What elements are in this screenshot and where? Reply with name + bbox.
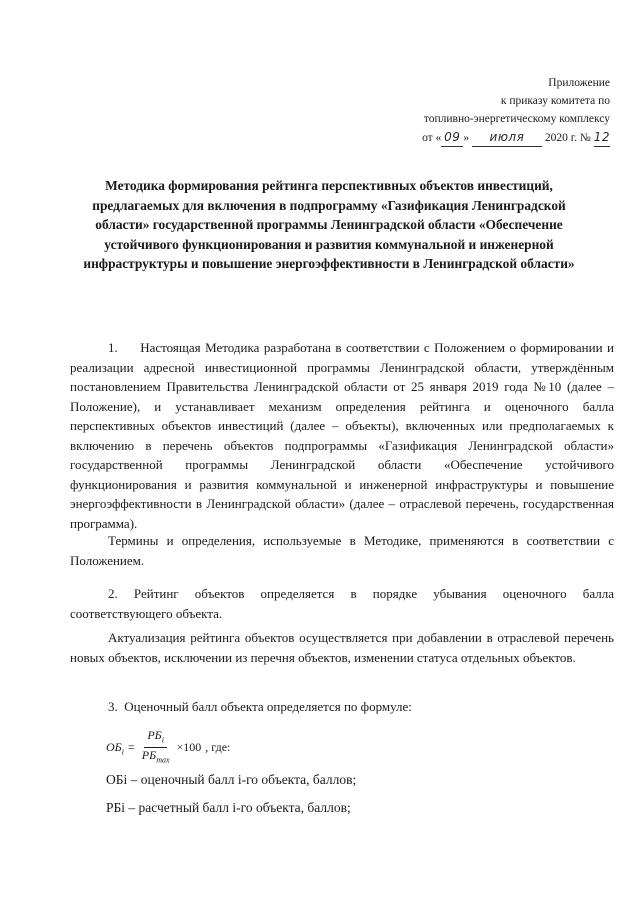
appendix-committee-line: топливно-энергетическому комплексу	[423, 113, 610, 125]
appendix-header	[310, 74, 610, 147]
appendix-order-line: к приказу комитета по	[500, 95, 610, 107]
date-year: 2020 г. №	[544, 132, 591, 144]
formula-denominator: $РБ_{max}$	[141, 748, 170, 765]
score-formula	[106, 728, 230, 768]
formula-equals: =	[127, 740, 135, 755]
paragraph-3: 3. Оценочный балл объекта определяется по формуле:	[108, 699, 412, 714]
date-prefix: от «	[422, 132, 442, 144]
definition-calculated-score: РБi – расчетный балл i-го объекта, баллов;	[106, 800, 351, 815]
handwritten-month: июля	[472, 128, 542, 147]
date-mid: »	[463, 132, 470, 144]
document-title: Методика формирования рейтинга перспективных объектов инвестиций, предлагаемых для включения в подпрограмму «Газификация Ленинградской области» государственной программы Ленинградской области «Обеспечение устойчивого функционирования и развития коммунальной и инженерной инфраструктуры и повышение энергоэффективности в Ленинградской области»	[83, 178, 575, 271]
formula-fraction	[139, 728, 173, 768]
formula-lhs: $ОБ_i$	[106, 739, 124, 757]
definition-score: ОБi – оценочный балл i-го объекта, баллов;	[106, 772, 357, 787]
paragraph-actualization: Актуализация рейтинга объектов осуществляется при добавлении в отраслевой перечень новых объектов, исключении из перечня объектов, изменении статуса отдельных объектов.	[70, 630, 614, 665]
formula-numerator: $РБ_i$	[144, 728, 167, 748]
handwritten-order-number: 12	[594, 128, 610, 147]
paragraph-2: 2. Рейтинг объектов определяется в порядке убывания оценочного балла соответствующего объекта.	[70, 586, 614, 621]
formula-multiplier: ×100	[176, 740, 202, 755]
paragraph-terms: Термины и определения, используемые в Методике, применяются в соответствии с Положением.	[70, 533, 614, 568]
appendix-date-line	[310, 128, 610, 147]
paragraph-1: 1. Настоящая Методика разработана в соответствии с Положением о формировании и реализации адресной инвестиционной программы Ленинградской области, утверждённым постановлением Правительства Ленинградской области от 25 января 2019 года №10 (далее – Положение), и устанавливает механизм определения рейтинга и оценочного балла перспективных объектов инвестиций (далее – объекты), включенных или предполагаемых к включению в перечень объектов подпрограммы «Газификация Ленинградской области» государственной программы Ленинградской области «Обеспечение устойчивого функционирования и развития коммунальной и инженерной инфраструктуры и повышение энергоэффективности в Ленинградской области» (далее – отраслевой перечень, государственная программа).	[70, 340, 614, 531]
handwritten-day: 09	[441, 128, 463, 147]
formula-suffix: , где:	[205, 740, 231, 755]
appendix-title: Приложение	[548, 77, 610, 89]
